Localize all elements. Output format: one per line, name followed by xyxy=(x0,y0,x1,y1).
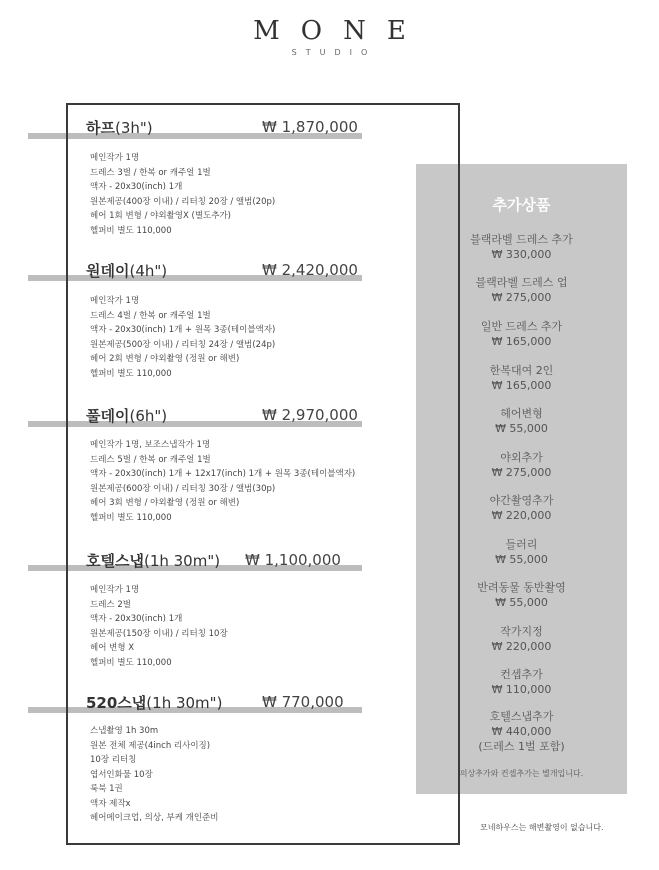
detail-line: 룩북 1권 xyxy=(90,784,123,794)
addon-price: ₩ 165,000 xyxy=(491,379,552,392)
detail-line: 헬퍼비 별도 110,000 xyxy=(90,512,172,523)
addon-name: 블랙라벨 드레스 추가 xyxy=(470,233,573,246)
detail-line: 액자 - 20x30(inch) 1개 + 원목 3종(테이블액자) xyxy=(90,325,276,335)
addon-name: 작가지정 xyxy=(500,625,543,638)
detail-line: 메인작가 1명 xyxy=(90,296,140,306)
package-price: ₩ 1,100,000 xyxy=(245,551,341,569)
detail-line: 메인작가 1명 xyxy=(90,153,140,163)
detail-line: 헬퍼비 별도 110,000 xyxy=(90,225,172,236)
package-title xyxy=(86,692,222,713)
addon-price: ₩ 275,000 xyxy=(491,466,552,479)
detail-line: 드레스 5벌 / 한복 or 캐주얼 1벌 xyxy=(90,454,211,465)
package-details xyxy=(90,583,228,670)
brand-subtitle: STUDIO xyxy=(291,48,377,57)
detail-line: 헬퍼비 별도 110,000 xyxy=(90,657,172,668)
detail-line: 메인작가 1명 xyxy=(90,585,140,595)
package-duration: (1h 30m") xyxy=(146,694,223,712)
addon-price: ₩ 220,000 xyxy=(491,509,552,522)
addon-price: ₩ 330,000 xyxy=(491,248,552,261)
detail-line: 스냅촬영 1h 30m xyxy=(90,726,159,736)
detail-line: 드레스 2벌 xyxy=(90,599,131,610)
addon-name: 헤어변형 xyxy=(500,407,543,420)
addon-name: 반려동물 동반촬영 xyxy=(477,581,566,594)
detail-line: 드레스 3벌 / 한복 or 캐주얼 1벌 xyxy=(90,167,211,178)
package-name: 호텔스냅 xyxy=(86,552,144,570)
detail-line: 드레스 4벌 / 한복 or 캐주얼 1벌 xyxy=(90,310,211,321)
package-price: ₩ 1,870,000 xyxy=(262,118,358,136)
addon-name: 컨셉추가 xyxy=(500,668,543,681)
addon-footer-note: 의상추가와 컨셉추가는 별개입니다. xyxy=(459,769,584,778)
addon-price: ₩ 55,000 xyxy=(495,553,548,566)
package-title xyxy=(86,405,167,426)
detail-line: 액자 - 20x30(inch) 1개 + 12x17(inch) 1개 + 원목 3종(테이블액자) xyxy=(90,469,356,479)
detail-line: 헤어메이크업, 의상, 부케 개인준비 xyxy=(90,813,219,823)
addon-price: ₩ 165,000 xyxy=(491,335,552,348)
detail-line: 원본 전체 제공(4inch 리사이징) xyxy=(90,740,211,751)
addon-price: ₩ 220,000 xyxy=(491,640,552,653)
addon-price: ₩ 275,000 xyxy=(491,291,552,304)
addon-price: ₩ 55,000 xyxy=(495,596,548,609)
package-details xyxy=(90,294,275,381)
detail-line: 헤어 1회 변형 / 야외촬영X (별도추가) xyxy=(90,211,231,221)
addon-note: (드레스 1벌 포함) xyxy=(478,740,565,753)
package-name: 하프 xyxy=(86,119,115,137)
addon-name: 한복대여 2인 xyxy=(489,364,554,377)
detail-line: 원본제공(150장 이내) / 리터칭 10장 xyxy=(90,628,228,639)
addon-name: 야간촬영추가 xyxy=(489,494,554,507)
detail-line: 엽서인화물 10장 xyxy=(90,769,153,780)
package-duration: (1h 30m") xyxy=(143,552,221,570)
package-title xyxy=(86,117,153,138)
package-price: ₩ 770,000 xyxy=(262,693,344,711)
package-duration: (3h") xyxy=(114,119,153,137)
footer-note: 모네하우스는 해변촬영이 없습니다. xyxy=(480,823,604,832)
addon-price: ₩ 55,000 xyxy=(495,422,548,435)
addon-name: 들러리 xyxy=(505,538,538,551)
detail-line: 원본제공(500장 이내) / 리터칭 24장 / 앨범(24p) xyxy=(90,339,276,350)
package-details xyxy=(90,724,218,826)
addon-name: 야외추가 xyxy=(500,451,543,464)
detail-line: 헬퍼비 별도 110,000 xyxy=(90,368,172,379)
detail-line: 원본제공(400장 이내) / 리터칭 20장 / 앨범(20p) xyxy=(90,196,276,207)
package-details xyxy=(90,151,275,238)
detail-line: 메인작가 1명, 보조스냅작가 1명 xyxy=(90,440,211,450)
addon-name: 블랙라벨 드레스 업 xyxy=(475,276,568,289)
detail-line: 헤어 변형 X xyxy=(90,643,135,653)
addon-price: ₩ 440,000 xyxy=(491,725,552,738)
addon-name: 호텔스냅추가 xyxy=(489,710,554,723)
package-name: 풀데이 xyxy=(86,407,130,425)
package-price: ₩ 2,970,000 xyxy=(262,406,358,424)
package-price: ₩ 2,420,000 xyxy=(262,261,358,279)
detail-line: 원본제공(600장 이내) / 리터칭 30장 / 앨범(30p) xyxy=(90,483,276,494)
detail-line: 10장 리터칭 xyxy=(90,755,137,765)
addon-name: 일반 드레스 추가 xyxy=(480,320,563,333)
package-title xyxy=(86,550,220,571)
package-duration: (4h") xyxy=(129,262,168,280)
detail-line: 헤어 3회 변형 / 야외촬영 (정원 or 해변) xyxy=(90,498,240,508)
addon-price: ₩ 110,000 xyxy=(491,683,552,696)
detail-line: 액자 - 20x30(inch) 1개 xyxy=(90,614,183,624)
package-title xyxy=(86,260,167,281)
detail-line: 헤어 2회 변형 / 야외촬영 (정원 or 해변) xyxy=(90,354,240,364)
package-name: 520스냅 xyxy=(86,694,147,712)
package-name: 원데이 xyxy=(86,262,130,280)
addon-title: 추가상품 xyxy=(492,196,551,214)
package-details xyxy=(90,438,355,525)
detail-line: 액자 제작x xyxy=(90,798,131,809)
brand-logo: MONE xyxy=(253,16,427,46)
detail-line: 액자 - 20x30(inch) 1개 xyxy=(90,182,183,192)
package-duration: (6h") xyxy=(129,407,168,425)
